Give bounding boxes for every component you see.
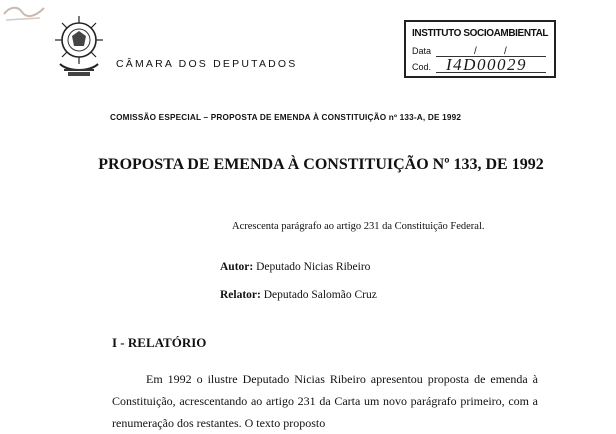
- stamp-code-label: Cod.: [412, 62, 432, 72]
- rapporteur-name: Deputado Salomão Cruz: [263, 289, 377, 301]
- coat-of-arms-seal: [52, 14, 106, 80]
- rapporteur-label: Relator:: [220, 289, 261, 301]
- handwritten-mark: [0, 0, 48, 26]
- chamber-name: CÂMARA DOS DEPUTADOS: [116, 58, 298, 70]
- body-paragraph: Em 1992 o ilustre Deputado Nicias Ribeiro apresentou proposta de emenda à Constituição, acrescentando ao artigo 231 da Carta um novo parágrafo primeiro, com a renumeração dos restantes. O texto proposto: [112, 372, 538, 430]
- stamp-organization: INSTITUTO SOCIOAMBIENTAL: [412, 28, 549, 39]
- stamp-code-value: I4D00029: [446, 55, 527, 74]
- ementa: Acrescenta parágrafo ao artigo 231 da Constituição Federal.: [232, 221, 485, 232]
- document-title: PROPOSTA DE EMENDA À CONSTITUIÇÃO Nº 133, DE 1992: [98, 156, 544, 173]
- author-name: Deputado Nicias Ribeiro: [256, 261, 371, 273]
- author-line: [220, 261, 370, 273]
- commission-line: COMISSÃO ESPECIAL – PROPOSTA DE EMENDA À CONSTITUIÇÃO nº 133-A, DE 1992: [110, 113, 462, 122]
- stamp-date-label: Data: [412, 46, 432, 56]
- stamp-date-separator: /: [504, 46, 507, 57]
- archive-stamp: [404, 20, 556, 78]
- stamp-date-separator: /: [474, 46, 477, 57]
- rapporteur-line: [220, 289, 377, 301]
- author-label: Autor:: [220, 261, 254, 273]
- section-heading: I - RELATÓRIO: [112, 335, 207, 350]
